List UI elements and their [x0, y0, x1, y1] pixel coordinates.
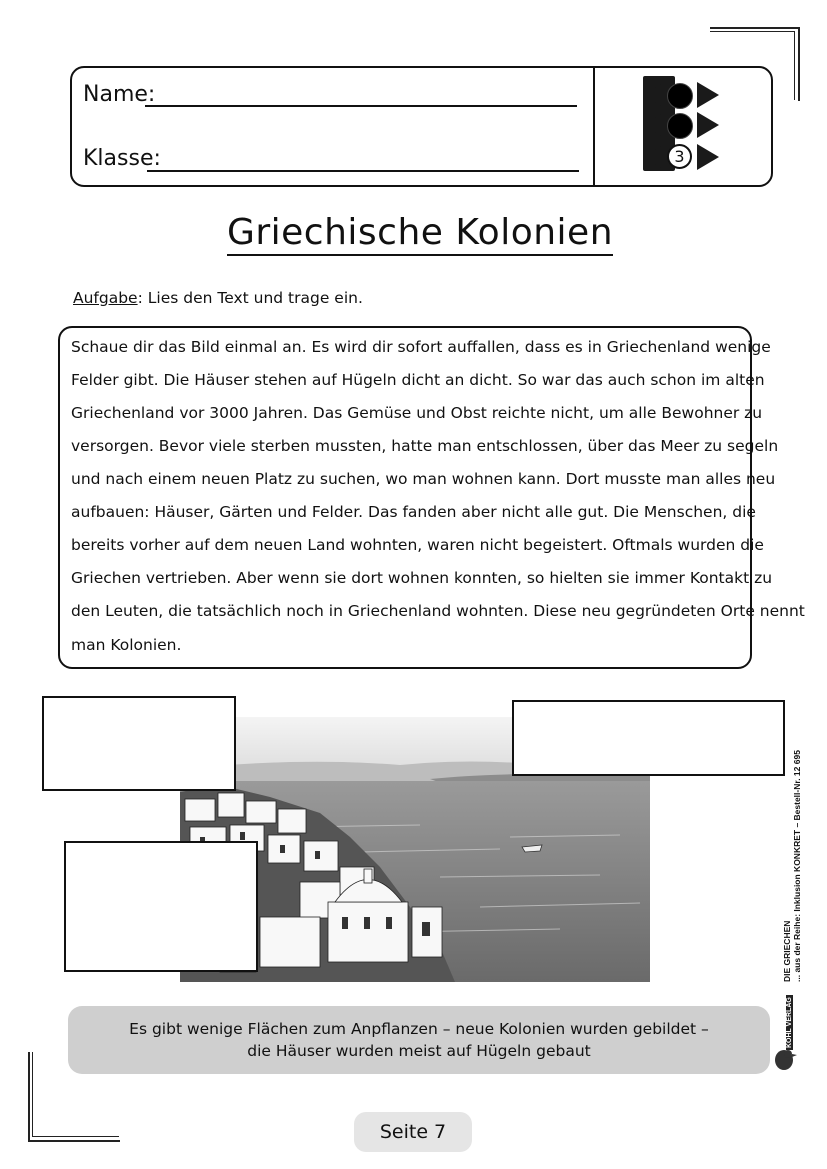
class-label: Klasse: — [83, 146, 161, 171]
class-field[interactable] — [147, 170, 579, 172]
text-line: Griechenland vor 3000 Jahren. Das Gemüse und Obst reichte nicht, um alle Bewohner zu — [71, 404, 763, 422]
label-box-top-right[interactable] — [512, 700, 785, 776]
series-order-info: ... aus der Reihe: Inklusion KONKRET – Bestell-Nr. 12 695 — [792, 750, 802, 982]
page-number: Seite 7 — [354, 1112, 472, 1152]
text-line: Felder gibt. Die Häuser stehen auf Hügeln dicht an dicht. So war das auch schon im alten — [71, 371, 765, 389]
level-number: 3 — [667, 144, 692, 169]
label-box-bottom-left[interactable] — [64, 841, 258, 972]
name-label: Name: — [83, 82, 156, 107]
series-title: DIE GRIECHEN — [782, 920, 792, 982]
caption-line-2: die Häuser wurden meist auf Hügeln gebaut — [247, 1042, 591, 1060]
label-box-top-left[interactable] — [42, 696, 236, 791]
task-text: : Lies den Text und trage ein. — [137, 289, 363, 307]
text-line: Griechen vertrieben. Aber wenn sie dort wohnen konnten, so hielten sie immer Kontakt zu — [71, 569, 773, 587]
page-title: Griechische Kolonien — [0, 212, 827, 253]
header-divider — [593, 66, 595, 187]
text-line: aufbauen: Häuser, Gärten und Felder. Das fanden aber nicht alle gut. Die Menschen, die — [71, 503, 756, 521]
text-line: Schaue dir das Bild einmal an. Es wird dir sofort auffallen, dass es in Griechenland wenige — [71, 338, 771, 356]
image-caption — [68, 1006, 770, 1074]
text-line: den Leuten, die tatsächlich noch in Griechenland wohnten. Diese neu gegründeten Orte nennt — [71, 602, 805, 620]
publisher-name: KOHL VERLAG — [786, 997, 793, 1048]
task-instruction — [73, 289, 363, 307]
name-field[interactable] — [145, 105, 577, 107]
publisher-logo — [770, 997, 800, 1075]
publisher-bird-icon — [772, 1046, 798, 1074]
text-line: versorgen. Bevor viele sterben mussten, hatte man entschlossen, über das Meer zu segeln — [71, 437, 779, 455]
task-label: Aufgabe — [73, 289, 138, 307]
text-line: man Kolonien. — [71, 636, 182, 654]
text-line: und nach einem neuen Platz zu suchen, wo man wohnen kann. Dort musste man alles neu — [71, 470, 776, 488]
difficulty-traffic-light-icon — [643, 76, 719, 176]
text-line: bereits vorher auf dem neuen Land wohnten, waren nicht begeistert. Oftmals wurden die — [71, 536, 764, 554]
caption-line-1: Es gibt wenige Flächen zum Anpflanzen – neue Kolonien wurden gebildet – — [129, 1020, 709, 1038]
